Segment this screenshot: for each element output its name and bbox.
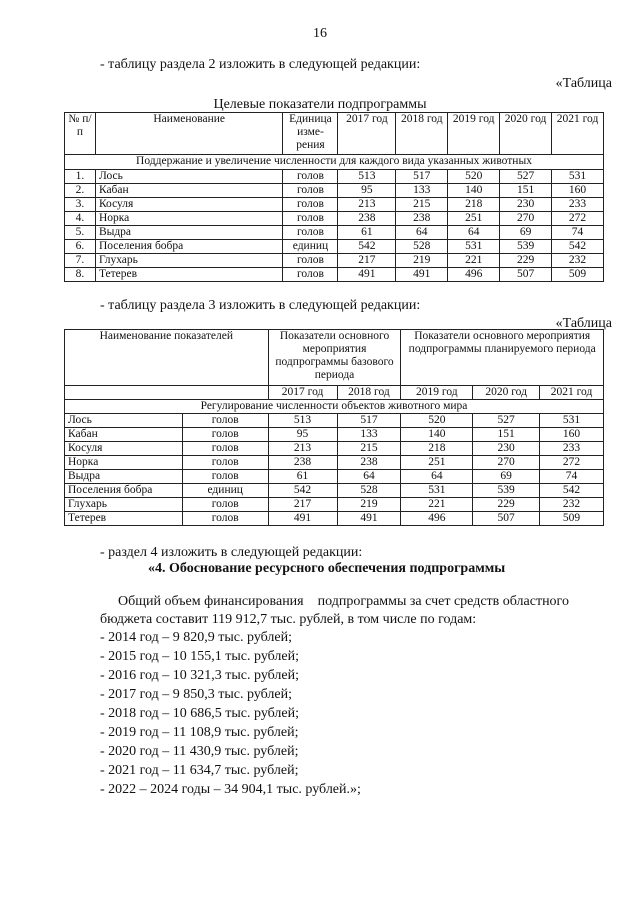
page-number: 16 bbox=[313, 26, 327, 41]
table-label-1: «Таблица bbox=[555, 76, 612, 91]
table-cell: голов bbox=[182, 470, 268, 484]
table-cell: 238 bbox=[396, 212, 448, 226]
table-cell: 528 bbox=[396, 240, 448, 254]
table-cell: Поселения бобра bbox=[65, 484, 183, 498]
financing-paragraph-line-1: Общий объем финансирования подпрограммы за счет средств областного bbox=[118, 594, 569, 609]
table-cell: Глухарь bbox=[65, 498, 183, 512]
intro-section-4: - раздел 4 изложить в следующей редакции: bbox=[100, 545, 363, 560]
table-cell: 233 bbox=[540, 442, 604, 456]
year-2017: 2017 год bbox=[268, 386, 337, 400]
table-cell: 520 bbox=[448, 170, 500, 184]
list-item: - 2014 год – 9 820,9 тыс. рублей; bbox=[100, 630, 293, 645]
header-planned-period: Показатели основного мероприятия подпрограммы планируемого периода bbox=[401, 330, 604, 386]
list-item: - 2018 год – 10 686,5 тыс. рублей; bbox=[100, 706, 300, 721]
table-cell: голов bbox=[182, 414, 268, 428]
table-cell: 3. bbox=[65, 198, 96, 212]
table-cell: 64 bbox=[448, 226, 500, 240]
table-cell: 542 bbox=[540, 484, 604, 498]
list-item: - 2020 год – 11 430,9 тыс. рублей; bbox=[100, 744, 299, 759]
table-cell: голов bbox=[182, 442, 268, 456]
table-cell: Выдра bbox=[95, 226, 283, 240]
table-cell: 64 bbox=[337, 470, 401, 484]
table-cell: 2. bbox=[65, 184, 96, 198]
table-cell: 95 bbox=[338, 184, 396, 198]
table1-section-row bbox=[65, 155, 604, 170]
table-cell: 513 bbox=[338, 170, 396, 184]
table-cell: 151 bbox=[500, 184, 552, 198]
financing-years-list bbox=[100, 628, 361, 799]
table-cell: 221 bbox=[401, 498, 473, 512]
table-cell: 69 bbox=[500, 226, 552, 240]
table-cell: 531 bbox=[552, 170, 604, 184]
table-cell: 542 bbox=[552, 240, 604, 254]
table-row bbox=[65, 442, 604, 456]
header-2020: 2020 год bbox=[500, 113, 552, 155]
table-cell: 6. bbox=[65, 240, 96, 254]
table-cell: 251 bbox=[401, 456, 473, 470]
table-cell: 218 bbox=[448, 198, 500, 212]
table-cell: 232 bbox=[540, 498, 604, 512]
year-2019: 2019 год bbox=[401, 386, 473, 400]
header-base-period: Показатели основного мероприятия подпрограммы базового периода bbox=[268, 330, 401, 386]
table-row bbox=[65, 428, 604, 442]
table-cell: 517 bbox=[396, 170, 448, 184]
table1-section-title: Поддержание и увеличение численности для каждого вида указанных животных bbox=[65, 155, 604, 170]
table-cell: Лось bbox=[65, 414, 183, 428]
table-cell: 542 bbox=[338, 240, 396, 254]
header-2018: 2018 год bbox=[396, 113, 448, 155]
table1-header-row bbox=[65, 113, 604, 155]
header-indicator-name: Наименование показателей bbox=[65, 330, 269, 386]
table-cell: 219 bbox=[337, 498, 401, 512]
table-cell: 527 bbox=[500, 170, 552, 184]
table-cell: 539 bbox=[500, 240, 552, 254]
table-cell: 217 bbox=[338, 254, 396, 268]
table-row bbox=[65, 254, 604, 268]
table-cell: 539 bbox=[473, 484, 540, 498]
table-cell: 74 bbox=[552, 226, 604, 240]
table-cell: 218 bbox=[401, 442, 473, 456]
table-cell: Кабан bbox=[65, 428, 183, 442]
table-cell: Норка bbox=[65, 456, 183, 470]
header-2021: 2021 год bbox=[552, 113, 604, 155]
table-row bbox=[65, 226, 604, 240]
list-item: - 2015 год – 10 155,1 тыс. рублей; bbox=[100, 649, 300, 664]
table-cell: голов bbox=[283, 198, 338, 212]
list-item: - 2021 год – 11 634,7 тыс. рублей; bbox=[100, 763, 299, 778]
table-cell: 64 bbox=[396, 226, 448, 240]
table-label-2: «Таблица bbox=[555, 316, 612, 331]
header-2019: 2019 год bbox=[448, 113, 500, 155]
table2-years-row bbox=[65, 386, 604, 400]
year-2021: 2021 год bbox=[540, 386, 604, 400]
table-cell: Норка bbox=[95, 212, 283, 226]
table-cell: 229 bbox=[473, 498, 540, 512]
list-item: - 2019 год – 11 108,9 тыс. рублей; bbox=[100, 725, 299, 740]
table-cell: 133 bbox=[396, 184, 448, 198]
list-item: - 2017 год – 9 850,3 тыс. рублей; bbox=[100, 687, 293, 702]
table-cell: Косуля bbox=[65, 442, 183, 456]
table-row bbox=[65, 498, 604, 512]
table-cell: Кабан bbox=[95, 184, 283, 198]
intro-table-section-2: - таблицу раздела 2 изложить в следующей редакции: bbox=[100, 57, 421, 72]
target-indicators-table bbox=[64, 112, 604, 282]
year-2020: 2020 год bbox=[473, 386, 540, 400]
table-cell: 238 bbox=[337, 456, 401, 470]
table-cell: 215 bbox=[396, 198, 448, 212]
table-cell: 531 bbox=[448, 240, 500, 254]
table-cell: 496 bbox=[401, 512, 473, 526]
table-cell: 61 bbox=[338, 226, 396, 240]
table-cell: 491 bbox=[396, 268, 448, 282]
table-cell: 4. bbox=[65, 212, 96, 226]
table-row bbox=[65, 456, 604, 470]
table-cell: единиц bbox=[283, 240, 338, 254]
table-cell: 160 bbox=[540, 428, 604, 442]
table-cell: 233 bbox=[552, 198, 604, 212]
table-cell: 491 bbox=[268, 512, 337, 526]
table-cell: голов bbox=[283, 268, 338, 282]
table-cell: 496 bbox=[448, 268, 500, 282]
table-cell: 5. bbox=[65, 226, 96, 240]
table-cell: Выдра bbox=[65, 470, 183, 484]
table-cell: 491 bbox=[337, 512, 401, 526]
table1-title: Целевые показатели подпрограммы bbox=[213, 97, 427, 112]
table-row bbox=[65, 512, 604, 526]
header-unit: Единица изме-рения bbox=[283, 113, 338, 155]
table-cell: 8. bbox=[65, 268, 96, 282]
table-cell: 513 bbox=[268, 414, 337, 428]
table-cell: 238 bbox=[268, 456, 337, 470]
table-cell: 509 bbox=[552, 268, 604, 282]
table-cell: 69 bbox=[473, 470, 540, 484]
table-cell: 221 bbox=[448, 254, 500, 268]
table-cell: 272 bbox=[540, 456, 604, 470]
financing-paragraph-line-2: бюджета составит 119 912,7 тыс. рублей, в том числе по годам: bbox=[100, 612, 477, 627]
table-row bbox=[65, 184, 604, 198]
table-cell: Лось bbox=[95, 170, 283, 184]
table-cell: 1. bbox=[65, 170, 96, 184]
table-cell: 229 bbox=[500, 254, 552, 268]
table-cell: 517 bbox=[337, 414, 401, 428]
table-row bbox=[65, 212, 604, 226]
table-cell: Глухарь bbox=[95, 254, 283, 268]
table-row bbox=[65, 170, 604, 184]
table-cell: 270 bbox=[500, 212, 552, 226]
table-cell: единиц bbox=[182, 484, 268, 498]
table-cell: 520 bbox=[401, 414, 473, 428]
table-cell: 215 bbox=[337, 442, 401, 456]
table-cell: 95 bbox=[268, 428, 337, 442]
table-cell: 213 bbox=[338, 198, 396, 212]
table-cell: 491 bbox=[338, 268, 396, 282]
table-row bbox=[65, 414, 604, 428]
table2-section-title: Регулирование численности объектов животного мира bbox=[65, 400, 604, 414]
table-cell: 140 bbox=[448, 184, 500, 198]
table-cell: 531 bbox=[401, 484, 473, 498]
table-cell: голов bbox=[283, 226, 338, 240]
table-cell: 507 bbox=[473, 512, 540, 526]
table-cell: 151 bbox=[473, 428, 540, 442]
table-cell: 507 bbox=[500, 268, 552, 282]
table-cell: 74 bbox=[540, 470, 604, 484]
table-cell: 64 bbox=[401, 470, 473, 484]
list-item: - 2016 год – 10 321,3 тыс. рублей; bbox=[100, 668, 300, 683]
table-cell: Поселения бобра bbox=[95, 240, 283, 254]
table-cell: 230 bbox=[500, 198, 552, 212]
table-cell: 527 bbox=[473, 414, 540, 428]
header-name: Наименование bbox=[95, 113, 283, 155]
table2-section-row bbox=[65, 400, 604, 414]
table-cell: Тетерев bbox=[65, 512, 183, 526]
table-cell: голов bbox=[182, 456, 268, 470]
table-cell: 238 bbox=[338, 212, 396, 226]
table-cell: голов bbox=[283, 170, 338, 184]
table-cell: голов bbox=[182, 512, 268, 526]
table-cell: 270 bbox=[473, 456, 540, 470]
table-row bbox=[65, 484, 604, 498]
list-item: - 2022 – 2024 годы – 34 904,1 тыс. рублей.»; bbox=[100, 782, 361, 797]
table-cell: 232 bbox=[552, 254, 604, 268]
table2-header-row bbox=[65, 330, 604, 386]
table-row bbox=[65, 470, 604, 484]
table-cell: 531 bbox=[540, 414, 604, 428]
table-cell: 230 bbox=[473, 442, 540, 456]
table-cell: 160 bbox=[552, 184, 604, 198]
year-2018: 2018 год bbox=[337, 386, 401, 400]
table-cell: голов bbox=[283, 254, 338, 268]
section-4-heading: «4. Обоснование ресурсного обеспечения подпрограммы bbox=[148, 561, 506, 576]
table-cell: голов bbox=[182, 498, 268, 512]
table-cell: 61 bbox=[268, 470, 337, 484]
table-cell: 133 bbox=[337, 428, 401, 442]
table-row bbox=[65, 268, 604, 282]
table-cell: 542 bbox=[268, 484, 337, 498]
table-row bbox=[65, 198, 604, 212]
table-cell: 219 bbox=[396, 254, 448, 268]
table-cell: 7. bbox=[65, 254, 96, 268]
header-2017: 2017 год bbox=[338, 113, 396, 155]
table-cell: 509 bbox=[540, 512, 604, 526]
table-cell: 272 bbox=[552, 212, 604, 226]
intro-table-section-3: - таблицу раздела 3 изложить в следующей редакции: bbox=[100, 298, 421, 313]
measures-indicators-table bbox=[64, 329, 604, 526]
table-cell: 251 bbox=[448, 212, 500, 226]
table-cell: 140 bbox=[401, 428, 473, 442]
table-cell: 217 bbox=[268, 498, 337, 512]
table-cell: голов bbox=[182, 428, 268, 442]
table-cell: 213 bbox=[268, 442, 337, 456]
table-cell: Косуля bbox=[95, 198, 283, 212]
table-cell: голов bbox=[283, 212, 338, 226]
table-cell: Тетерев bbox=[95, 268, 283, 282]
table-cell: голов bbox=[283, 184, 338, 198]
table-row bbox=[65, 240, 604, 254]
header-number: № п/п bbox=[65, 113, 96, 155]
table-cell: 528 bbox=[337, 484, 401, 498]
